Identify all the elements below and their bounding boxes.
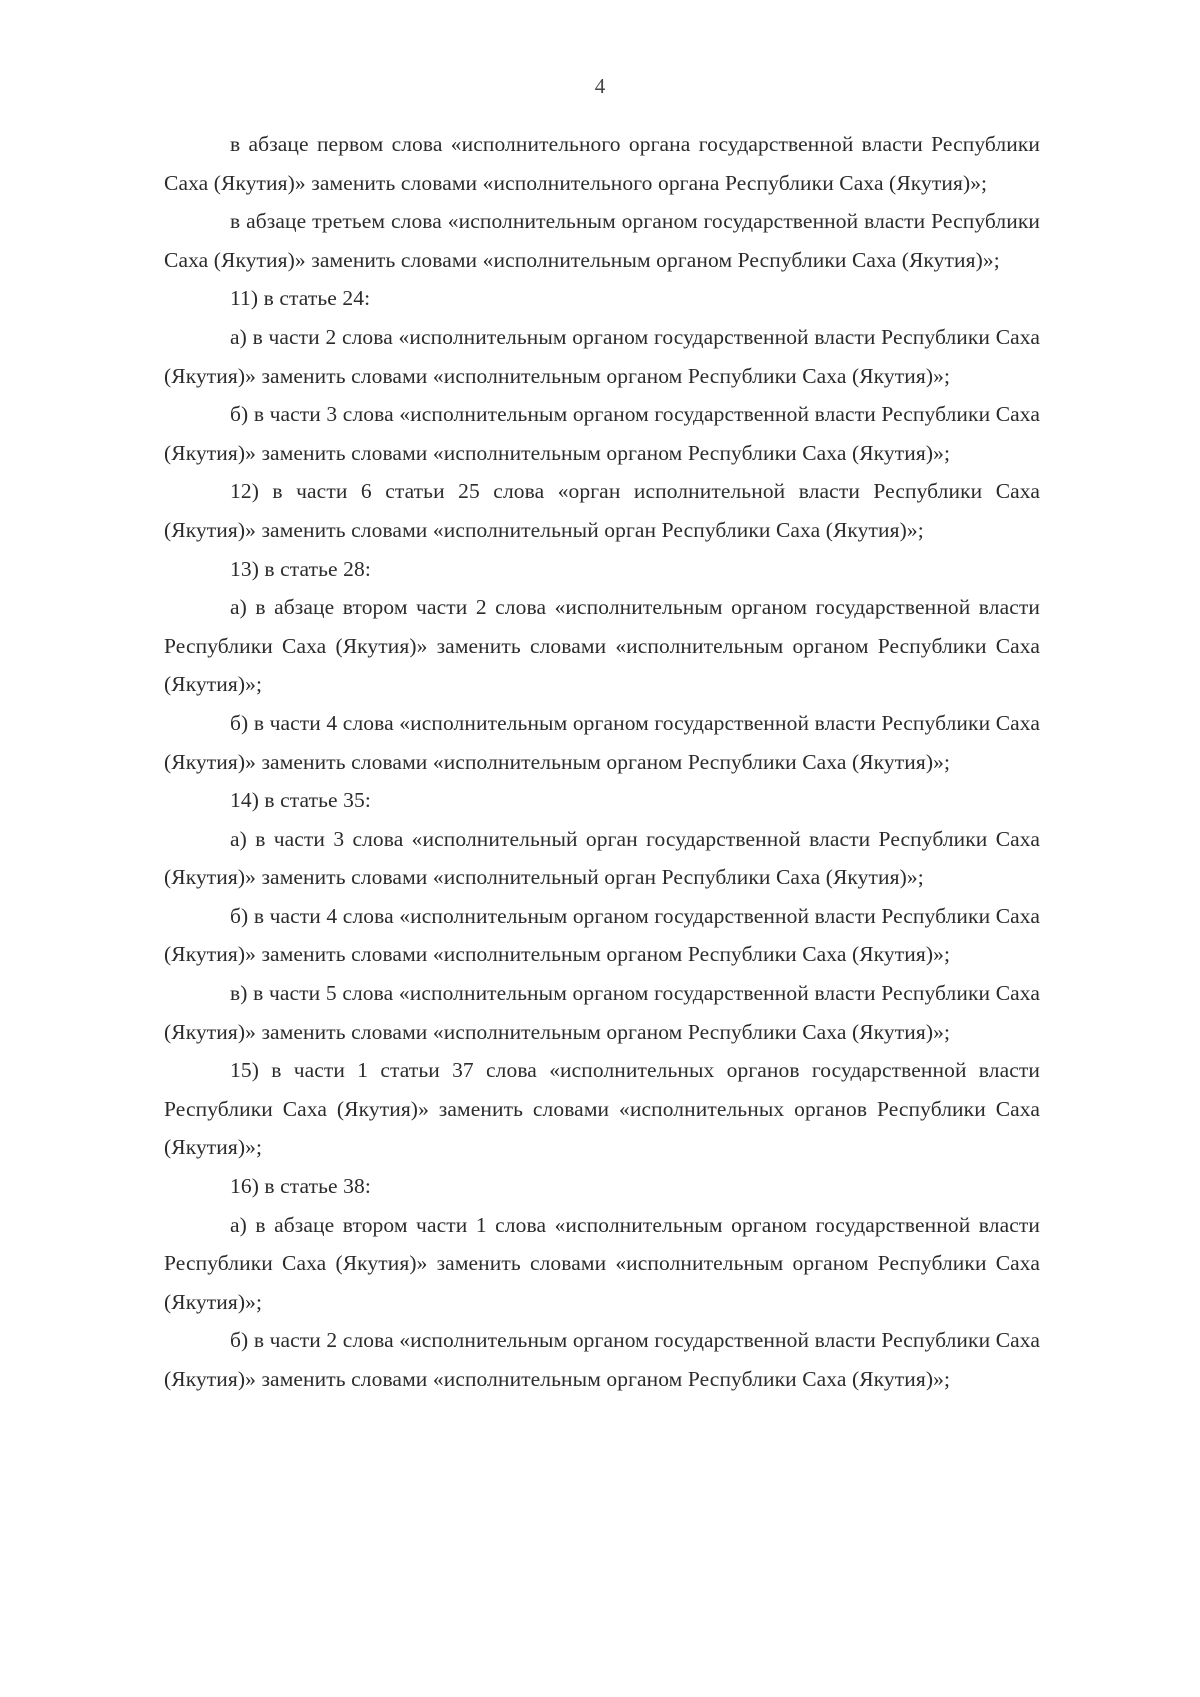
paragraph-15: 16) в статье 38: [230,1174,371,1199]
paragraph-10: 14) в статье 35: [230,788,371,813]
paragraph-4: а) в части 2 слова «исполнительным органом государственной власти Республики Саха (Якутия)» заменить словами «исполнительным органом Республики Саха (Якутия)»; [164,324,1040,388]
paragraph-9: б) в части 4 слова «исполнительным органом государственной власти Республики Саха (Якутия)» заменить словами «исполнительным органом Республики Саха (Якутия)»; [164,710,1040,774]
paragraph-17: б) в части 2 слова «исполнительным органом государственной власти Республики Саха (Якутия)» заменить словами «исполнительным органом Республики Саха (Якутия)»; [164,1328,1040,1391]
paragraph-7: 13) в статье 28: [230,556,371,581]
paragraph-16: а) в абзаце втором части 1 слова «исполнительным органом государственной власти Республики Саха (Якутия)» заменить словами «исполнительным органом Республики Саха (Якутия)»; [164,1212,1040,1314]
paragraph-11: а) в части 3 слова «исполнительный орган государственной власти Республики Саха (Якутия)» заменить словами «исполнительный орган Республики Саха (Якутия)»; [164,826,1040,890]
paragraph-3: 11) в статье 24: [230,286,371,311]
document-body [164,125,1040,1399]
paragraph-12: б) в части 4 слова «исполнительным органом государственной власти Республики Саха (Якутия)» заменить словами «исполнительным органом Республики Саха (Якутия)»; [164,903,1040,967]
paragraph-14: 15) в части 1 статьи 37 слова «исполнительных органов государственной власти Республики Саха (Якутия)» заменить словами «исполнительных органов Республики Саха (Якутия)»; [164,1058,1040,1160]
paragraph-13: в) в части 5 слова «исполнительным органом государственной власти Республики Саха (Якутия)» заменить словами «исполнительным органом Республики Саха (Якутия)»; [164,981,1040,1044]
paragraph-8: а) в абзаце втором части 2 слова «исполнительным органом государственной власти Республики Саха (Якутия)» заменить словами «исполнительным органом Республики Саха (Якутия)»; [164,595,1040,697]
paragraph-1: в абзаце первом слова «исполнительного органа государственной власти Республики Саха (Якутия)» заменить словами «исполнительного органа Республики Саха (Якутия)»; [164,132,1040,195]
page-number: 4 [594,74,606,98]
paragraph-2: в абзаце третьем слова «исполнительным органом государственной власти Республики Саха (Якутия)» заменить словами «исполнительным органом Республики Саха (Якутия)»; [164,209,1040,272]
paragraph-6: 12) в части 6 статьи 25 слова «орган исполнительной власти Республики Саха (Якутия)» заменить словами «исполнительный орган Республики Саха (Якутия)»; [164,479,1040,542]
paragraph-5: б) в части 3 слова «исполнительным органом государственной власти Республики Саха (Якутия)» заменить словами «исполнительным органом Республики Саха (Якутия)»; [164,402,1040,465]
